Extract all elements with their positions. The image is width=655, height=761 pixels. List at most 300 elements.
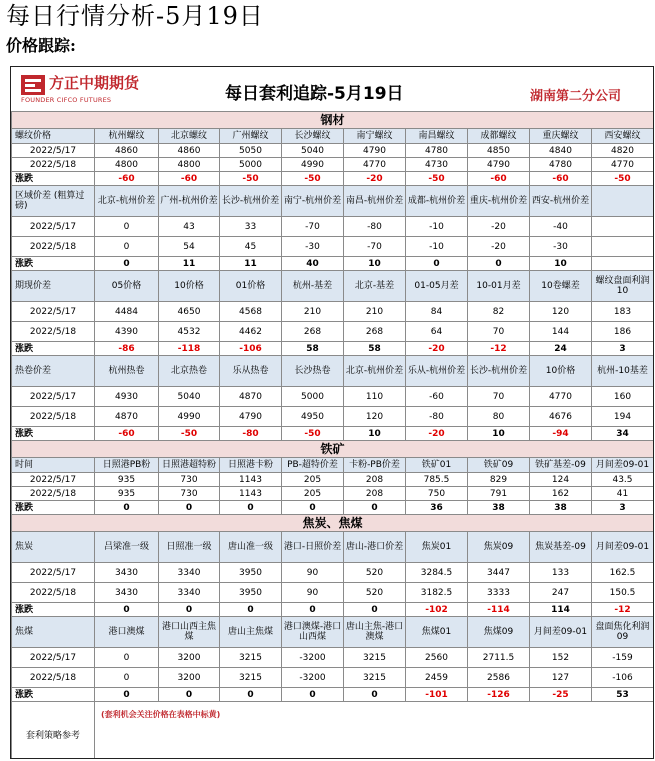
data-cell: 24 — [530, 342, 592, 356]
data-cell: -50 — [282, 172, 344, 186]
data-cell: 43 — [159, 217, 220, 237]
data-cell: -126 — [468, 688, 530, 702]
data-cell: 3284.5 — [406, 563, 468, 583]
data-cell: 3215 — [220, 648, 282, 668]
table-row — [12, 387, 654, 407]
data-cell: 4840 — [530, 144, 592, 158]
data-cell: -80 — [406, 407, 468, 427]
data-cell: 3950 — [220, 563, 282, 583]
row-label: 2022/5/18 — [12, 407, 95, 427]
data-cell: 90 — [282, 583, 344, 603]
data-cell: 4950 — [282, 407, 344, 427]
data-cell: 268 — [344, 322, 406, 342]
data-cell: -106 — [220, 342, 282, 356]
data-cell: 3182.5 — [406, 583, 468, 603]
block-header-row — [12, 271, 654, 302]
column-header: 港口澳煤-港口山西煤 — [282, 617, 344, 648]
block-header-row — [12, 129, 654, 144]
column-header: 01-05月差 — [406, 271, 468, 302]
data-cell: -3200 — [282, 668, 344, 688]
data-cell: 41 — [592, 487, 654, 501]
data-cell: 0 — [95, 217, 159, 237]
change-row — [12, 342, 654, 356]
data-cell: -60 — [530, 172, 592, 186]
data-cell: 0 — [95, 501, 159, 515]
data-cell: -3200 — [282, 648, 344, 668]
column-header: 时间 — [12, 458, 95, 473]
strategy-note: (套利机会关注价格在表格中标黄) — [95, 702, 654, 760]
data-cell: 80 — [468, 407, 530, 427]
data-cell: 4870 — [220, 387, 282, 407]
column-header: 日照港卡粉 — [220, 458, 282, 473]
data-cell: 750 — [406, 487, 468, 501]
data-cell: 10 — [344, 427, 406, 441]
row-label: 2022/5/17 — [12, 563, 95, 583]
data-cell: -25 — [530, 688, 592, 702]
column-header: 广州-杭州价差 — [159, 186, 220, 217]
change-row — [12, 688, 654, 702]
row-label: 涨跌 — [12, 501, 95, 515]
column-header: 区域价差 (粗算过磅) — [12, 186, 95, 217]
column-header: 10-01月差 — [468, 271, 530, 302]
data-cell: 54 — [159, 237, 220, 257]
table-row — [12, 407, 654, 427]
column-header: 北京热卷 — [159, 356, 220, 387]
data-cell: 0 — [220, 688, 282, 702]
row-label: 2022/5/18 — [12, 237, 95, 257]
row-label: 2022/5/18 — [12, 322, 95, 342]
data-cell: 4780 — [406, 144, 468, 158]
row-label: 涨跌 — [12, 427, 95, 441]
column-header: 港口-日照价差 — [282, 532, 344, 563]
data-cell: 40 — [282, 257, 344, 271]
section-header — [12, 112, 654, 129]
row-label: 2022/5/18 — [12, 583, 95, 603]
data-cell: 4930 — [95, 387, 159, 407]
data-cell: -60 — [468, 172, 530, 186]
data-cell: 2711.5 — [468, 648, 530, 668]
data-cell: 4532 — [159, 322, 220, 342]
data-cell: 208 — [344, 473, 406, 487]
data-cell: 3215 — [220, 668, 282, 688]
data-cell: 45 — [220, 237, 282, 257]
data-cell: 210 — [344, 302, 406, 322]
data-cell: 53 — [592, 688, 654, 702]
data-cell: 162.5 — [592, 563, 654, 583]
data-cell: 10 — [468, 427, 530, 441]
column-header: 港口澳煤 — [95, 617, 159, 648]
table-title: 每日套利追踪-5月19日 — [225, 84, 404, 104]
data-cell: 4990 — [159, 407, 220, 427]
page-title: 每日行情分析-5月19日 — [6, 2, 264, 30]
data-cell: -20 — [406, 427, 468, 441]
column-header: 唐山准一级 — [220, 532, 282, 563]
data-cell: 120 — [530, 302, 592, 322]
column-header: 南宁螺纹 — [344, 129, 406, 144]
change-row — [12, 257, 654, 271]
data-cell: 2560 — [406, 648, 468, 668]
data-cell: -30 — [530, 237, 592, 257]
table-row — [12, 473, 654, 487]
data-cell: 3430 — [95, 583, 159, 603]
data-cell: 127 — [530, 668, 592, 688]
column-header: 盘面焦化利润09 — [592, 617, 654, 648]
column-header: 吕梁准一级 — [95, 532, 159, 563]
change-row — [12, 603, 654, 617]
data-cell: -94 — [530, 427, 592, 441]
data-cell: 0 — [95, 237, 159, 257]
data-cell: -10 — [406, 237, 468, 257]
data-cell: 144 — [530, 322, 592, 342]
column-header: 长沙热卷 — [282, 356, 344, 387]
data-cell: 4860 — [159, 144, 220, 158]
data-cell: 120 — [344, 407, 406, 427]
data-cell: 730 — [159, 473, 220, 487]
data-cell: 5040 — [282, 144, 344, 158]
data-grid — [11, 111, 654, 759]
data-cell — [592, 257, 654, 271]
data-cell: 0 — [282, 501, 344, 515]
data-cell: -70 — [282, 217, 344, 237]
column-header: 长沙-杭州价差 — [468, 356, 530, 387]
data-cell: -80 — [344, 217, 406, 237]
column-header: 铁矿09 — [468, 458, 530, 473]
column-header: PB-超特价差 — [282, 458, 344, 473]
data-cell: 82 — [468, 302, 530, 322]
data-cell: 3200 — [159, 648, 220, 668]
table-row — [12, 563, 654, 583]
data-cell: 268 — [282, 322, 344, 342]
data-cell: -70 — [344, 237, 406, 257]
column-header: 卡粉-PB价差 — [344, 458, 406, 473]
column-header: 广州螺纹 — [220, 129, 282, 144]
data-cell: 90 — [282, 563, 344, 583]
column-header: 焦煤01 — [406, 617, 468, 648]
data-cell: 4820 — [592, 144, 654, 158]
section-title: 焦炭、焦煤 — [12, 515, 654, 532]
column-header: 北京螺纹 — [159, 129, 220, 144]
data-cell — [592, 237, 654, 257]
table-row — [12, 144, 654, 158]
data-cell: 4790 — [344, 144, 406, 158]
data-cell: 4860 — [95, 144, 159, 158]
section-title: 铁矿 — [12, 441, 654, 458]
column-header: 重庆螺纹 — [530, 129, 592, 144]
data-cell: 1143 — [220, 487, 282, 501]
data-cell: -50 — [282, 427, 344, 441]
column-header: 北京-杭州价差 — [344, 356, 406, 387]
data-cell: 0 — [95, 668, 159, 688]
data-cell: 186 — [592, 322, 654, 342]
data-cell: 0 — [159, 501, 220, 515]
data-cell: -50 — [406, 172, 468, 186]
data-cell: 133 — [530, 563, 592, 583]
column-header: 焦炭09 — [468, 532, 530, 563]
logo-text-cn: 方正中期期货 — [49, 74, 140, 92]
data-cell: 3215 — [344, 668, 406, 688]
data-cell: 208 — [344, 487, 406, 501]
row-label: 2022/5/18 — [12, 158, 95, 172]
data-cell: 4650 — [159, 302, 220, 322]
column-header: 乐从热卷 — [220, 356, 282, 387]
table-row — [12, 237, 654, 257]
data-cell: 162 — [530, 487, 592, 501]
company-name: 湖南第二分公司 — [530, 89, 622, 104]
logo-text-en: FOUNDER CIFCO FUTURES — [21, 96, 112, 104]
row-label: 2022/5/17 — [12, 302, 95, 322]
row-label: 2022/5/17 — [12, 473, 95, 487]
data-cell: 0 — [220, 603, 282, 617]
table-header — [11, 67, 653, 111]
column-header: 乐从-杭州价差 — [406, 356, 468, 387]
data-cell: 0 — [95, 688, 159, 702]
column-header — [592, 186, 654, 217]
data-cell: -10 — [406, 217, 468, 237]
data-cell: 11 — [220, 257, 282, 271]
data-cell: 4850 — [468, 144, 530, 158]
column-header: 焦炭 — [12, 532, 95, 563]
data-cell: -60 — [406, 387, 468, 407]
data-cell: 1143 — [220, 473, 282, 487]
data-cell: -20 — [468, 237, 530, 257]
data-cell: -159 — [592, 648, 654, 668]
data-cell: 38 — [468, 501, 530, 515]
arbitrage-tracker-table — [10, 66, 654, 759]
data-cell: 4790 — [468, 158, 530, 172]
data-cell: 4990 — [282, 158, 344, 172]
data-cell: 3340 — [159, 583, 220, 603]
row-label: 涨跌 — [12, 257, 95, 271]
data-cell: 205 — [282, 473, 344, 487]
data-cell: 4676 — [530, 407, 592, 427]
column-header: 唐山-港口价差 — [344, 532, 406, 563]
data-cell: -101 — [406, 688, 468, 702]
data-cell: -20 — [344, 172, 406, 186]
data-cell: 829 — [468, 473, 530, 487]
data-cell: 520 — [344, 563, 406, 583]
data-cell: 5040 — [159, 387, 220, 407]
block-header-row — [12, 458, 654, 473]
logo-mark-icon — [21, 75, 45, 95]
row-label: 2022/5/17 — [12, 387, 95, 407]
column-header: 铁矿01 — [406, 458, 468, 473]
data-cell: 3 — [592, 501, 654, 515]
column-header: 螺纹盘面利润10 — [592, 271, 654, 302]
table-row — [12, 322, 654, 342]
column-header: 重庆-杭州价差 — [468, 186, 530, 217]
data-cell: 3430 — [95, 563, 159, 583]
data-cell: 0 — [95, 648, 159, 668]
data-cell: -80 — [220, 427, 282, 441]
data-cell: -30 — [282, 237, 344, 257]
table-row — [12, 583, 654, 603]
column-header: 月间差09-01 — [592, 458, 654, 473]
data-cell: 0 — [344, 501, 406, 515]
data-cell: 0 — [159, 688, 220, 702]
column-header: 杭州-10基差 — [592, 356, 654, 387]
column-header: 成都螺纹 — [468, 129, 530, 144]
data-cell: -86 — [95, 342, 159, 356]
data-cell: 33 — [220, 217, 282, 237]
data-cell: 124 — [530, 473, 592, 487]
column-header: 期现价差 — [12, 271, 95, 302]
data-cell: 10 — [530, 257, 592, 271]
block-header-row — [12, 617, 654, 648]
data-cell: 114 — [530, 603, 592, 617]
column-header: 长沙螺纹 — [282, 129, 344, 144]
table-row — [12, 302, 654, 322]
data-cell: 3200 — [159, 668, 220, 688]
data-cell: -12 — [468, 342, 530, 356]
data-cell: 160 — [592, 387, 654, 407]
row-label: 涨跌 — [12, 688, 95, 702]
column-header: 焦煤09 — [468, 617, 530, 648]
strategy-row — [12, 702, 654, 760]
data-cell: 3 — [592, 342, 654, 356]
strategy-label: 套利策略参考 — [12, 702, 95, 760]
column-header: 唐山主焦煤 — [220, 617, 282, 648]
column-header: 焦煤 — [12, 617, 95, 648]
data-cell: -102 — [406, 603, 468, 617]
data-cell: 3215 — [344, 648, 406, 668]
data-cell: -118 — [159, 342, 220, 356]
data-cell: 785.5 — [406, 473, 468, 487]
column-header: 南昌螺纹 — [406, 129, 468, 144]
column-header: 月间差09-01 — [592, 532, 654, 563]
row-label: 涨跌 — [12, 342, 95, 356]
data-cell: 194 — [592, 407, 654, 427]
section-header — [12, 441, 654, 458]
data-cell: 5000 — [282, 387, 344, 407]
data-cell: -50 — [159, 427, 220, 441]
column-header: 10价格 — [159, 271, 220, 302]
column-header: 日照港PB粉 — [95, 458, 159, 473]
data-cell: 5000 — [220, 158, 282, 172]
page-subtitle: 价格跟踪: — [6, 36, 76, 55]
row-label: 2022/5/17 — [12, 648, 95, 668]
row-label: 2022/5/18 — [12, 668, 95, 688]
data-cell: 4800 — [159, 158, 220, 172]
data-cell: -60 — [159, 172, 220, 186]
column-header: 南宁-杭州价差 — [282, 186, 344, 217]
data-cell: -106 — [592, 668, 654, 688]
data-cell: 58 — [344, 342, 406, 356]
data-cell: 3950 — [220, 583, 282, 603]
data-cell: 3333 — [468, 583, 530, 603]
row-label: 2022/5/17 — [12, 217, 95, 237]
data-cell: -40 — [530, 217, 592, 237]
column-header: 月间差09-01 — [530, 617, 592, 648]
data-cell: 520 — [344, 583, 406, 603]
data-cell: 11 — [159, 257, 220, 271]
section-header — [12, 515, 654, 532]
data-cell: 2459 — [406, 668, 468, 688]
data-cell: 935 — [95, 487, 159, 501]
data-cell: 58 — [282, 342, 344, 356]
data-cell: 247 — [530, 583, 592, 603]
data-cell: 0 — [468, 257, 530, 271]
data-cell: 0 — [282, 603, 344, 617]
data-cell: 0 — [159, 603, 220, 617]
data-cell: 791 — [468, 487, 530, 501]
data-cell: 935 — [95, 473, 159, 487]
data-cell: 70 — [468, 322, 530, 342]
data-cell: 4770 — [592, 158, 654, 172]
data-cell: 4870 — [95, 407, 159, 427]
column-header: 焦炭01 — [406, 532, 468, 563]
data-cell: 3340 — [159, 563, 220, 583]
data-cell: 70 — [468, 387, 530, 407]
column-header: 日照准一级 — [159, 532, 220, 563]
change-row — [12, 427, 654, 441]
column-header: 港口山西主焦煤 — [159, 617, 220, 648]
data-cell: 0 — [406, 257, 468, 271]
data-cell: -20 — [406, 342, 468, 356]
data-cell: 0 — [95, 257, 159, 271]
column-header: 北京-基差 — [344, 271, 406, 302]
column-header: 杭州螺纹 — [95, 129, 159, 144]
data-cell: -60 — [95, 427, 159, 441]
data-cell: -50 — [592, 172, 654, 186]
data-cell: 150.5 — [592, 583, 654, 603]
column-header: 唐山主焦-港口澳煤 — [344, 617, 406, 648]
data-cell: 4770 — [344, 158, 406, 172]
data-cell: -114 — [468, 603, 530, 617]
row-label: 2022/5/18 — [12, 487, 95, 501]
data-cell — [592, 217, 654, 237]
data-cell: -12 — [592, 603, 654, 617]
data-cell: 38 — [530, 501, 592, 515]
column-header: 05价格 — [95, 271, 159, 302]
data-cell: 4568 — [220, 302, 282, 322]
data-cell: 4770 — [530, 387, 592, 407]
data-cell: 4800 — [95, 158, 159, 172]
data-cell: -50 — [220, 172, 282, 186]
column-header: 01价格 — [220, 271, 282, 302]
data-cell: 4390 — [95, 322, 159, 342]
table-row — [12, 487, 654, 501]
data-cell: 0 — [95, 603, 159, 617]
data-cell: 110 — [344, 387, 406, 407]
column-header: 铁矿基差-09 — [530, 458, 592, 473]
data-cell: 730 — [159, 487, 220, 501]
data-cell: 0 — [282, 688, 344, 702]
column-header: 杭州-基差 — [282, 271, 344, 302]
data-cell: 43.5 — [592, 473, 654, 487]
data-cell: 4790 — [220, 407, 282, 427]
data-cell: 2586 — [468, 668, 530, 688]
data-cell: 205 — [282, 487, 344, 501]
data-cell: 10 — [344, 257, 406, 271]
column-header: 成都-杭州价差 — [406, 186, 468, 217]
table-row — [12, 668, 654, 688]
data-cell: 0 — [220, 501, 282, 515]
row-label: 涨跌 — [12, 603, 95, 617]
data-cell: 4780 — [530, 158, 592, 172]
data-cell: 4730 — [406, 158, 468, 172]
table-row — [12, 648, 654, 668]
column-header: 日照港超特粉 — [159, 458, 220, 473]
column-header: 螺纹价格 — [12, 129, 95, 144]
block-header-row — [12, 186, 654, 217]
data-cell: 183 — [592, 302, 654, 322]
row-label: 2022/5/17 — [12, 144, 95, 158]
column-header: 长沙-杭州价差 — [220, 186, 282, 217]
data-cell: 36 — [406, 501, 468, 515]
data-cell: 0 — [344, 603, 406, 617]
column-header: 10价格 — [530, 356, 592, 387]
change-row — [12, 501, 654, 515]
